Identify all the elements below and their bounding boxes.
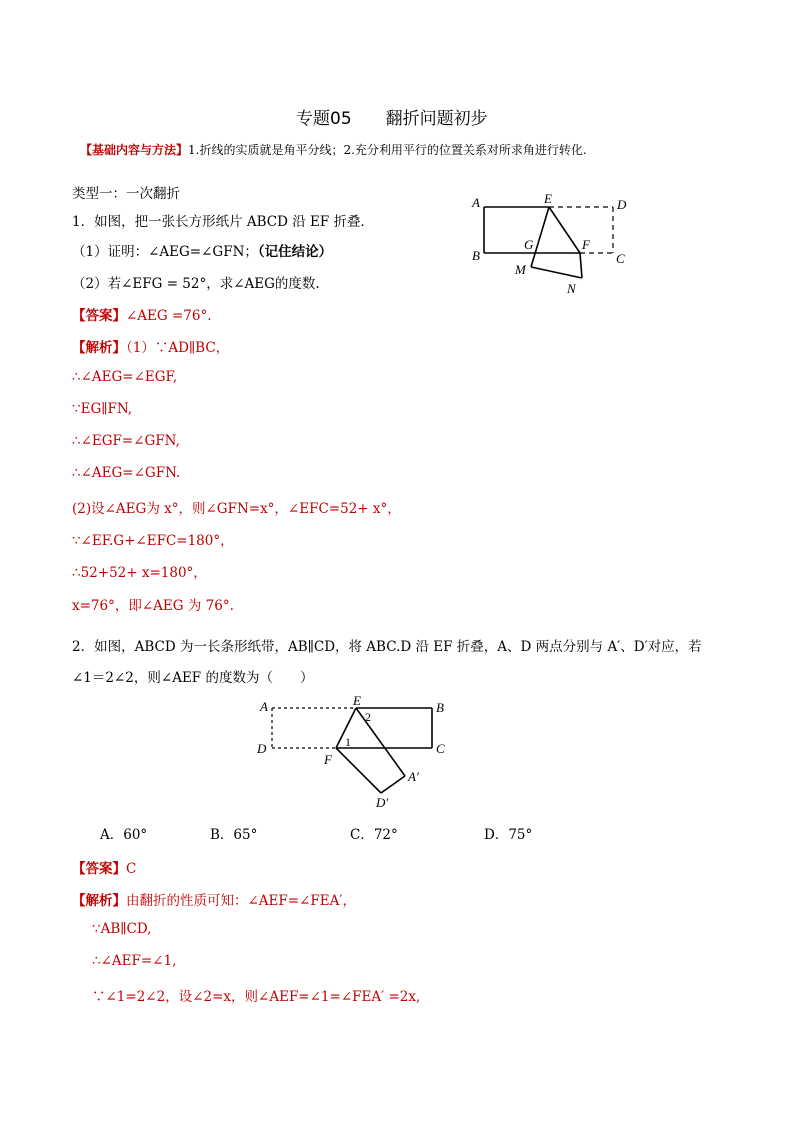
figure-2 bbox=[252, 690, 462, 812]
label-A: A bbox=[260, 699, 268, 714]
intro-label: 【基础内容与方法】 bbox=[80, 143, 189, 157]
problem2-stem-line1: 2．如图，ABCD 为一长条形纸带，AB∥CD，将 ABC.D 沿 EF 折叠，A、D 两点分别与 A′、D′对应，若 bbox=[72, 639, 702, 655]
label-A: A bbox=[472, 195, 480, 210]
label-D-prime: D′ bbox=[376, 795, 389, 810]
intro-text: 1.折线的实质就是角平分线；2.充分利用平行的位置关系对所求角进行转化. bbox=[188, 143, 587, 157]
label-E: E bbox=[353, 693, 361, 708]
problem1-step: ∵EG∥FN, bbox=[72, 401, 133, 417]
problem2-answer-label: 【答案】 bbox=[72, 861, 126, 877]
problem2-analysis-label: 【解析】 bbox=[72, 893, 126, 909]
option-c: C．72° bbox=[350, 827, 398, 843]
problem2-step: ∴∠AEF=∠1, bbox=[92, 953, 177, 969]
problem1-analysis-line bbox=[72, 336, 229, 356]
problem2-step: ∵AB∥CD, bbox=[92, 921, 152, 937]
problem1-analysis-label: 【解析】 bbox=[72, 340, 126, 356]
label-C: C bbox=[616, 251, 625, 266]
problem2-analysis-first: 由翻折的性质可知：∠AEF=∠FEA′， bbox=[126, 893, 356, 909]
label-B: B bbox=[436, 700, 444, 715]
label-F: F bbox=[324, 752, 332, 767]
label-D: D bbox=[257, 741, 267, 756]
label-M: M bbox=[515, 262, 526, 277]
type-heading: 类型一：一次翻折 bbox=[72, 186, 180, 202]
problem2-step: ∵∠1=2∠2，设∠2=x，则∠AEF=∠1=∠FEA′ =2x, bbox=[92, 989, 421, 1005]
problem2-answer-line bbox=[72, 857, 136, 877]
option-d: D．75° bbox=[484, 827, 533, 843]
intro-line bbox=[80, 141, 587, 158]
problem2-answer: C bbox=[126, 861, 137, 877]
option-b: B．65° bbox=[210, 827, 258, 843]
angle-1-label: 1 bbox=[345, 735, 351, 749]
problem1-step: ∴∠AEG=∠GFN. bbox=[72, 465, 181, 481]
figure-1 bbox=[460, 188, 640, 300]
label-F: F bbox=[582, 237, 590, 252]
label-D: D bbox=[617, 197, 627, 212]
angle-2-label: 2 bbox=[365, 710, 371, 724]
problem1-part1-text: （1）证明：∠AEG=∠GFN； bbox=[72, 244, 258, 260]
problem2-stem-line2: ∠1＝2∠2，则∠AEF 的度数为（ ） bbox=[72, 670, 314, 686]
problem1-analysis-first: （1）∵AD∥BC， bbox=[126, 340, 230, 356]
label-G: G bbox=[524, 237, 534, 252]
problem1-part2: （2）若∠EFG = 52°，求∠AEG的度数. bbox=[72, 276, 320, 292]
problem1-step: ∴∠AEG=∠EGF, bbox=[72, 369, 178, 385]
problem1-answer: ∠AEG =76°. bbox=[126, 308, 212, 324]
problem1-part1 bbox=[72, 240, 332, 260]
problem1-stem: 1．如图，把一张长方形纸片 ABCD 沿 EF 折叠． bbox=[72, 214, 375, 230]
label-E: E bbox=[544, 191, 552, 206]
label-A-prime: A′ bbox=[408, 769, 419, 784]
problem1-step: (2)设∠AEG为 x°，则∠GFN=x°，∠EFC=52+ x°， bbox=[72, 501, 401, 517]
problem1-part1-note: （记住结论） bbox=[257, 244, 333, 260]
label-B: B bbox=[472, 248, 480, 263]
problem1-step: x=76°，即∠AEG 为 76°. bbox=[72, 598, 234, 614]
label-N: N bbox=[567, 281, 576, 296]
problem1-step: ∴52+52+ x=180°， bbox=[72, 565, 207, 581]
problem1-step: ∴∠EGF=∠GFN, bbox=[72, 433, 180, 449]
page-title: 专题05 翻折问题初步 bbox=[296, 109, 488, 129]
problem1-answer-label: 【答案】 bbox=[72, 308, 126, 324]
problem2-analysis-line bbox=[72, 889, 356, 909]
problem1-answer-line bbox=[72, 304, 212, 324]
label-C: C bbox=[436, 741, 445, 756]
problem1-step: ∵∠EF.G+∠EFC=180°， bbox=[72, 533, 234, 549]
option-a: A．60° bbox=[100, 827, 148, 843]
